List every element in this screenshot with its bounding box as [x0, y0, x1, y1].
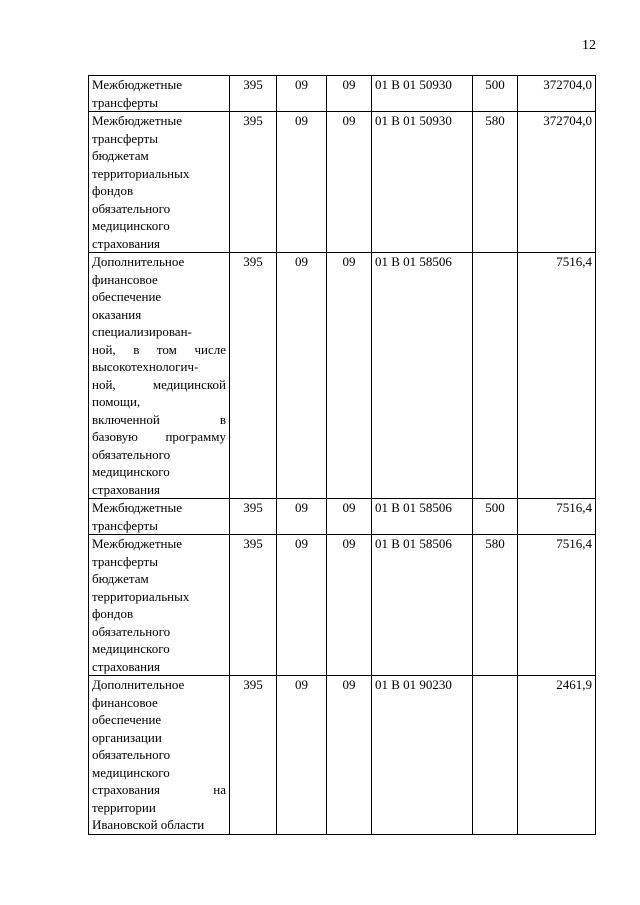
section-code-cell: 09 — [277, 535, 327, 676]
section-code-cell: 09 — [277, 76, 327, 112]
row-name-line: фондов — [92, 183, 134, 198]
target-article-cell: 01 В 01 58506 — [372, 253, 473, 499]
row-name-line: медицинского — [92, 464, 170, 479]
subsection-code-cell: 09 — [327, 499, 372, 535]
row-name-line: Межбюджетные — [92, 500, 182, 515]
row-name-line: обязательного — [92, 747, 171, 762]
table-row — [89, 112, 596, 253]
row-name-line: Межбюджетные — [92, 113, 182, 128]
row-name-line: страхования — [92, 235, 161, 251]
row-name-line: обеспечение — [92, 712, 162, 727]
amount-cell: 2461,9 — [518, 676, 596, 835]
row-name-line: Ивановской области — [92, 817, 205, 832]
row-name-line: трансферты — [92, 517, 158, 533]
row-name-line: трансферты — [92, 130, 158, 146]
row-name-cell — [89, 253, 230, 499]
amount-cell: 7516,4 — [518, 535, 596, 676]
gr-code-cell: 395 — [230, 112, 277, 253]
expense-type-cell — [473, 253, 518, 499]
row-name-line: обеспечение — [92, 289, 162, 304]
row-name-cell — [89, 535, 230, 676]
subsection-code-cell: 09 — [327, 76, 372, 112]
row-name-line: Дополнительное — [92, 254, 185, 269]
amount-cell: 7516,4 — [518, 253, 596, 499]
row-name-line: специализирован- — [92, 324, 192, 339]
subsection-code-cell: 09 — [327, 253, 372, 499]
row-name-line: Дополнительное — [92, 677, 185, 692]
gr-code-cell: 395 — [230, 499, 277, 535]
row-name-line: медицинского — [92, 218, 170, 233]
row-name-cell — [89, 676, 230, 835]
row-name-line: высокотехнологич- — [92, 359, 199, 374]
section-code-cell: 09 — [277, 112, 327, 253]
row-name-cell — [89, 112, 230, 253]
gr-code-cell: 395 — [230, 76, 277, 112]
row-name-cell — [89, 499, 230, 535]
row-name-line: территориальных — [92, 588, 190, 604]
expense-type-cell — [473, 676, 518, 835]
row-name-line: трансферты — [92, 553, 158, 569]
row-name-line: фондов — [92, 606, 134, 621]
section-code-cell: 09 — [277, 676, 327, 835]
row-name-line: организации — [92, 729, 162, 745]
target-article-cell: 01 В 01 58506 — [372, 499, 473, 535]
row-name-line: финансовое — [92, 271, 158, 287]
expense-type-cell: 580 — [473, 112, 518, 253]
table-row — [89, 253, 596, 499]
row-name-line: страхования — [92, 658, 161, 674]
expense-type-cell: 500 — [473, 499, 518, 535]
row-name-line: финансовое — [92, 694, 158, 710]
row-name-line: страхования — [92, 481, 161, 497]
amount-cell: 372704,0 — [518, 112, 596, 253]
section-code-cell: 09 — [277, 253, 327, 499]
table-row — [89, 76, 596, 112]
row-name-line: медицинского — [92, 641, 170, 656]
target-article-cell: 01 В 01 50930 — [372, 76, 473, 112]
row-name-line: ной, в том числе — [92, 341, 226, 357]
row-name-cell — [89, 76, 230, 112]
subsection-code-cell: 09 — [327, 676, 372, 835]
row-name-line: ной, медицинской — [92, 376, 226, 392]
row-name-line: помощи, — [92, 394, 141, 409]
subsection-code-cell: 09 — [327, 535, 372, 676]
table-body — [89, 76, 596, 835]
target-article-cell: 01 В 01 50930 — [372, 112, 473, 253]
row-name-line: обязательного — [92, 200, 171, 216]
row-name-line: оказания — [92, 306, 142, 322]
table-row — [89, 535, 596, 676]
row-name-line: обязательного — [92, 446, 171, 462]
row-name-line: базовую программу — [92, 429, 226, 444]
row-name-line: бюджетам — [92, 571, 149, 586]
row-name-line: Межбюджетные — [92, 536, 182, 551]
row-name-line: бюджетам — [92, 148, 149, 163]
target-article-cell: 01 В 01 90230 — [372, 676, 473, 835]
expense-type-cell: 500 — [473, 76, 518, 112]
gr-code-cell: 395 — [230, 535, 277, 676]
row-name-line: Межбюджетные — [92, 77, 182, 92]
row-name-line: медицинского — [92, 764, 170, 780]
gr-code-cell: 395 — [230, 676, 277, 835]
page-number: 12 — [582, 38, 596, 53]
target-article-cell: 01 В 01 58506 — [372, 535, 473, 676]
table-row — [89, 676, 596, 835]
row-name-line: трансферты — [92, 94, 158, 110]
subsection-code-cell: 09 — [327, 112, 372, 253]
amount-cell: 372704,0 — [518, 76, 596, 112]
row-name-line: территориальных — [92, 165, 190, 181]
row-name-line: страхования на — [92, 782, 226, 797]
gr-code-cell: 395 — [230, 253, 277, 499]
row-name-line: территории — [92, 799, 156, 815]
table-row — [89, 499, 596, 535]
row-name-line: включенной в — [92, 411, 226, 427]
expense-type-cell: 580 — [473, 535, 518, 676]
amount-cell: 7516,4 — [518, 499, 596, 535]
row-name-line: обязательного — [92, 623, 171, 639]
section-code-cell: 09 — [277, 499, 327, 535]
budget-table — [88, 75, 596, 835]
